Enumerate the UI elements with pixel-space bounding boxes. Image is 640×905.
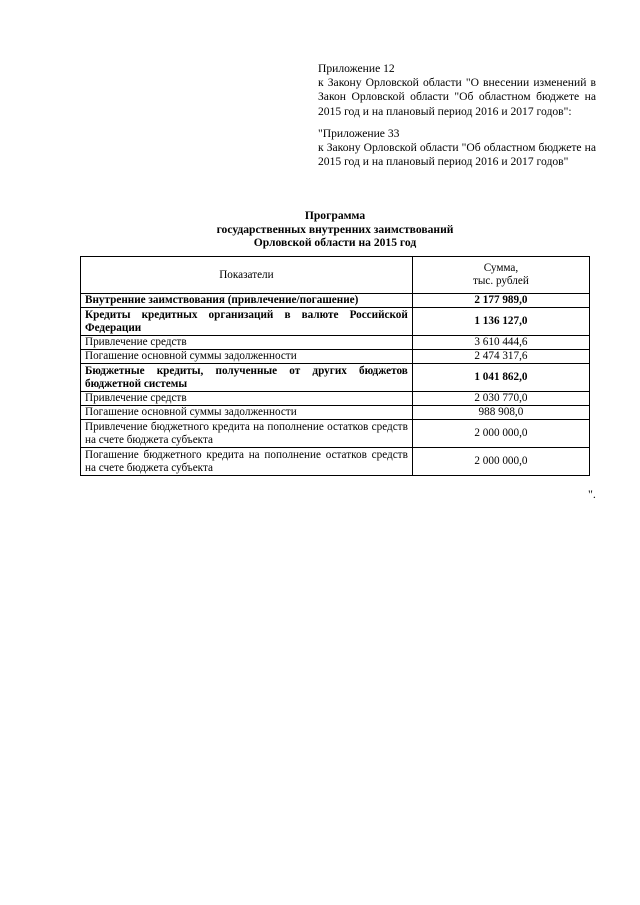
document-heading: [80, 209, 590, 250]
heading-line-3: Орловской области на 2015 год: [253, 236, 417, 250]
closing-quote-mark: ".: [588, 487, 596, 501]
row-value: 2 000 000,0: [412, 448, 589, 476]
table-row: [81, 420, 590, 448]
table-row: [81, 336, 590, 350]
row-value: 1 136 127,0: [412, 308, 589, 336]
row-value: 2 177 989,0: [412, 294, 589, 308]
table-row: [81, 448, 590, 476]
appendix-12-text: к Закону Орловской области "О внесении изменений в Закон Орловской области "Об областном бюджете на 2015 год и на плановый период 2016 и 2017 годов":: [318, 76, 596, 118]
row-value: 2 474 317,6: [412, 350, 589, 364]
row-label: Кредиты кредитных организаций в валюте Российской Федерации: [81, 308, 413, 336]
row-value: 3 610 444,6: [412, 336, 589, 350]
header-sum-line-2: тыс. рублей: [473, 275, 529, 287]
header-sum: [412, 257, 589, 294]
appendix-33-title: "Приложение 33: [318, 126, 400, 140]
appendix-33-text: к Закону Орловской области "Об областном бюджете на 2015 год и на плановый период 2016 и 2017 годов": [318, 141, 596, 169]
row-value: 988 908,0: [412, 406, 589, 420]
row-label: Привлечение бюджетного кредита на пополнение остатков средств на счете бюджета субъекта: [81, 420, 413, 448]
table-row: [81, 294, 590, 308]
heading-line-1: Программа: [304, 209, 366, 222]
row-label: Погашение основной суммы задолженности: [81, 350, 413, 364]
appendix-gap: [318, 119, 596, 127]
row-value: 2 030 770,0: [412, 392, 589, 406]
table-row: [81, 364, 590, 392]
row-label: Внутренние заимствования (привлечение/погашение): [81, 294, 413, 308]
header-sum-line-1: Сумма,: [483, 262, 519, 274]
row-label: Бюджетные кредиты, полученные от других бюджетов бюджетной системы: [81, 364, 413, 392]
row-label: Привлечение средств: [81, 392, 413, 406]
table-row: [81, 406, 590, 420]
table-row: [81, 350, 590, 364]
row-label: Привлечение средств: [81, 336, 413, 350]
row-value: 2 000 000,0: [412, 420, 589, 448]
appendix-block: [318, 62, 596, 169]
row-value: 1 041 862,0: [412, 364, 589, 392]
table-header-row: [81, 257, 590, 294]
header-indicators: Показатели: [81, 257, 413, 294]
heading-line-2: государственных внутренних заимствований: [216, 222, 454, 236]
row-label: Погашение основной суммы задолженности: [81, 406, 413, 420]
borrowing-program-table: [80, 256, 590, 476]
appendix-12-title: Приложение 12: [318, 62, 395, 75]
table-row: [81, 308, 590, 336]
row-label: Погашение бюджетного кредита на пополнение остатков средств на счете бюджета субъекта: [81, 448, 413, 476]
table-row: [81, 392, 590, 406]
